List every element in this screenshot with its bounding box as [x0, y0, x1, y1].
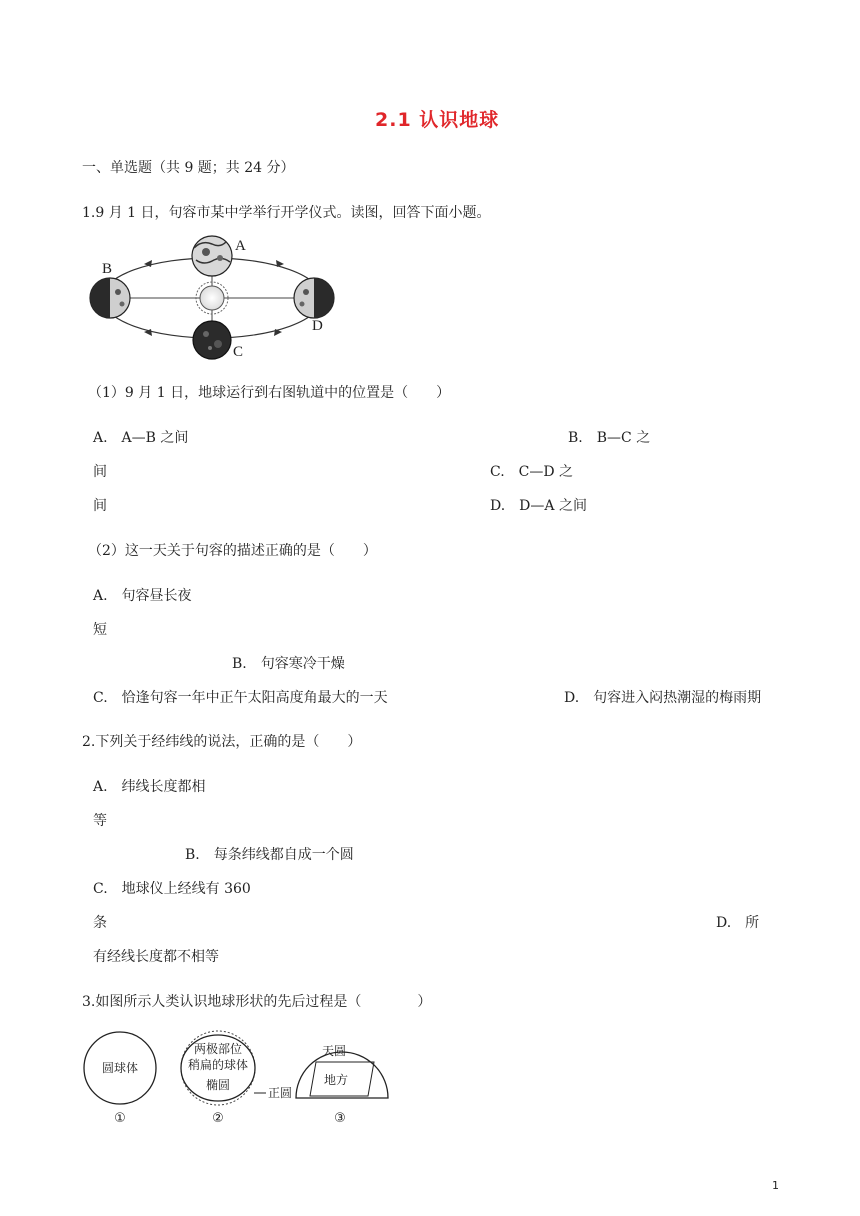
fig3-bottom-label: 地方	[323, 1073, 349, 1087]
q1-sub1-option-b-cont: 间	[93, 464, 107, 480]
q2-option-d[interactable]: D. 所	[716, 915, 760, 931]
q2-option-b[interactable]: B. 每条纬线都自成一个圆	[185, 847, 354, 863]
q1-sub1-stem: （1）9 月 1 日，地球运行到右图轨道中的位置是（ ）	[88, 385, 451, 401]
label-d: D	[312, 318, 323, 334]
q2-stem: 2.下列关于经纬线的说法，正确的是（ ）	[82, 734, 362, 750]
fig2-line2: 稍扁的球体	[187, 1058, 249, 1072]
q1-stem: 1.9 月 1 日，句容市某中学举行开学仪式。读图，回答下面小题。	[82, 205, 491, 221]
fig2-ellipse-label: 椭圆	[205, 1078, 231, 1092]
q1-sub2-option-c[interactable]: C. 恰逢句容一年中正午太阳高度角最大的一天	[93, 690, 388, 706]
earth-orbit-diagram	[84, 230, 344, 360]
label-c: C	[233, 344, 244, 360]
q2-option-d-cont: 有经线长度都不相等	[93, 949, 219, 965]
fig1-number: ①	[114, 1111, 126, 1126]
q1-sub1-option-a[interactable]: A. A—B 之间	[93, 430, 189, 446]
fig1-label: 圆球体	[101, 1061, 139, 1075]
q1-sub1-option-d[interactable]: D. D—A 之间	[490, 498, 587, 514]
q1-sub2-option-d[interactable]: D. 句容进入闷热潮湿的梅雨期	[564, 690, 762, 706]
q1-sub2-stem: （2）这一天关于句容的描述正确的是（ ）	[88, 543, 377, 559]
q1-sub1-option-b[interactable]: B. B—C 之	[568, 430, 651, 446]
q1-sub1-option-c[interactable]: C. C—D 之	[490, 464, 574, 480]
fig3-number: ③	[334, 1111, 346, 1126]
q1-sub2-option-a-cont: 短	[93, 622, 107, 638]
label-a: A	[235, 238, 246, 254]
q1-sub2-option-b[interactable]: B. 句容寒冷干燥	[232, 656, 345, 672]
section-heading: 一、单选题（共 9 题；共 24 分）	[82, 160, 295, 176]
q2-option-c-cont: 条	[93, 915, 107, 931]
earth-position-a-icon	[192, 236, 232, 276]
earth-position-d-icon	[294, 278, 334, 318]
label-b: B	[102, 261, 113, 277]
q2-option-a[interactable]: A. 纬线长度都相	[93, 779, 206, 795]
fig2-line1: 两极部位	[193, 1042, 243, 1056]
earth-position-b-icon	[90, 278, 130, 318]
page-number: 1	[772, 1179, 779, 1192]
earth-position-c-icon	[193, 321, 231, 359]
fig2-number: ②	[212, 1111, 224, 1126]
earth-shape-diagram	[78, 1030, 398, 1130]
q1-sub1-option-c-cont: 间	[93, 498, 107, 514]
page-title: 2.1 认识地球	[375, 109, 500, 131]
sun-icon	[196, 282, 228, 314]
fig3-top-label: 天圆	[321, 1044, 347, 1058]
q2-option-c[interactable]: C. 地球仪上经线有 360	[93, 881, 251, 897]
q2-option-a-cont: 等	[93, 813, 107, 829]
fig2-circle-label: 正圆	[268, 1086, 293, 1100]
q3-stem: 3.如图所示人类认识地球形状的先后过程是（ ）	[82, 994, 432, 1010]
q1-sub2-option-a[interactable]: A. 句容昼长夜	[93, 588, 192, 604]
